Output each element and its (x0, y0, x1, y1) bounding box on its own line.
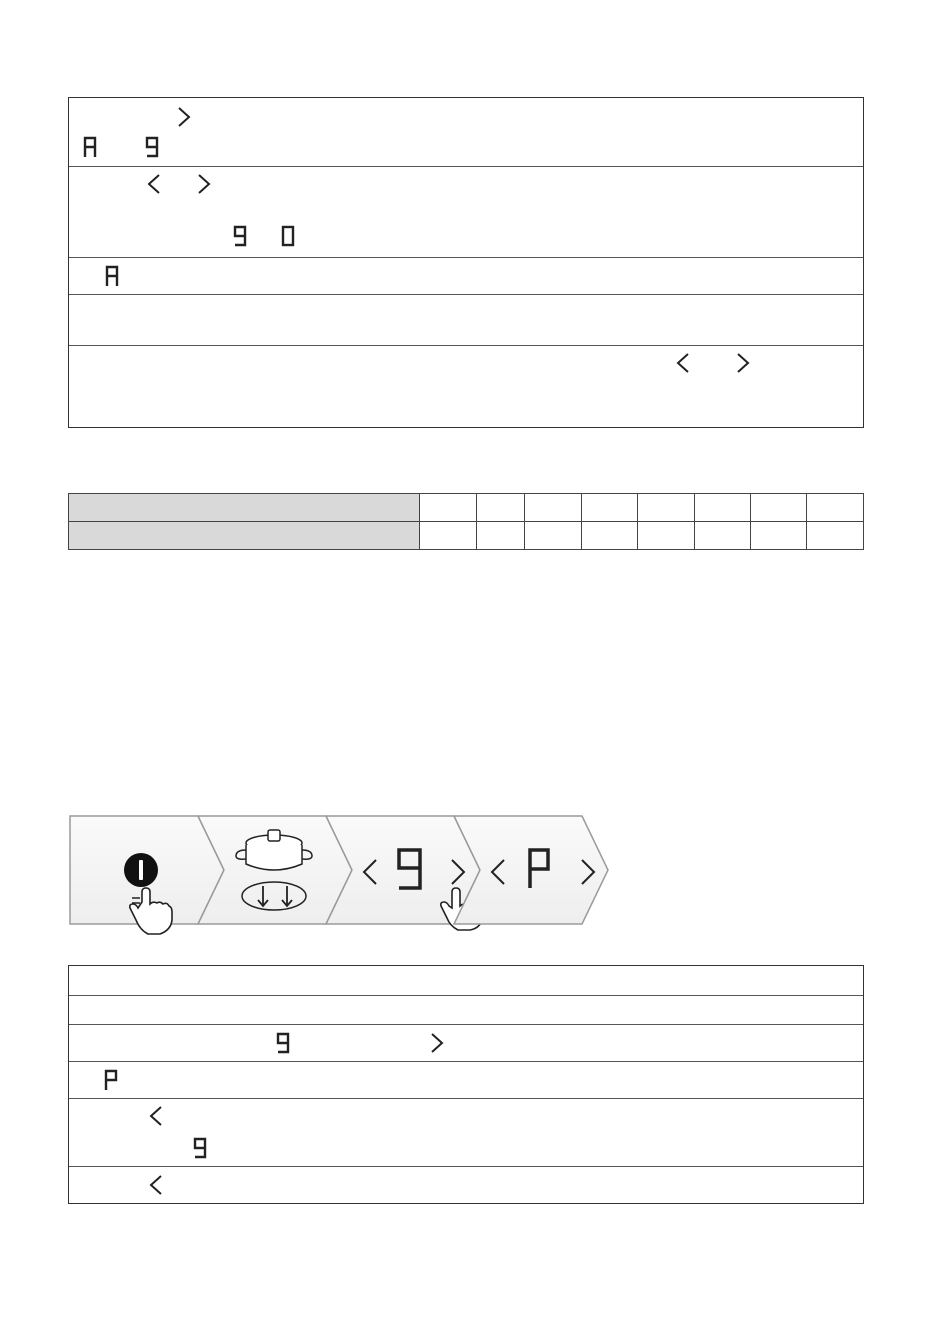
segment-a-icon (83, 136, 97, 158)
table3-row-3 (69, 1024, 863, 1062)
table-row (69, 522, 864, 550)
table-cell (525, 522, 581, 550)
power-button-icon (124, 853, 158, 887)
segment-9-icon (145, 136, 159, 158)
table-cell (638, 494, 694, 522)
table-cell (476, 522, 525, 550)
table-cell (581, 494, 637, 522)
table-row (69, 494, 864, 522)
table3-row-1 (69, 966, 863, 995)
table-cell (420, 522, 476, 550)
segment-0-icon (281, 225, 295, 247)
table3-row-4 (69, 1061, 863, 1099)
table-cell (476, 494, 525, 522)
table1-row-2 (69, 166, 863, 258)
table-cell (807, 522, 864, 550)
table3-row-2 (69, 995, 863, 1025)
chevron-left-icon (149, 1105, 163, 1127)
settings-grid-table (68, 493, 864, 550)
segment-p-icon (104, 1069, 118, 1091)
chevron-left-icon (149, 1174, 163, 1196)
chevron-right-icon (736, 352, 750, 374)
chevron-left-icon (676, 352, 690, 374)
table3-row-6 (69, 1166, 863, 1204)
table1-row-1 (69, 98, 863, 166)
table-cell (638, 522, 694, 550)
segment-9-icon (193, 1137, 207, 1159)
table-cell (581, 522, 637, 550)
table1-row-5 (69, 345, 863, 428)
chevron-left-icon (147, 173, 161, 195)
instructions-table-2 (68, 965, 864, 1204)
instructions-table-1 (68, 97, 864, 428)
segment-9-icon (233, 225, 247, 247)
table-cell (751, 494, 807, 522)
chevron-right-icon (430, 1032, 444, 1054)
table-cell (694, 522, 750, 550)
segment-9-icon (276, 1032, 290, 1054)
row-header-cell (69, 522, 420, 550)
segment-a-icon (105, 265, 119, 287)
table3-row-5 (69, 1098, 863, 1167)
table1-row-3 (69, 257, 863, 295)
table1-row-4 (69, 294, 863, 346)
row-header-cell (69, 494, 420, 522)
table-cell (751, 522, 807, 550)
table-cell (807, 494, 864, 522)
table-cell (420, 494, 476, 522)
chevron-right-icon (197, 173, 211, 195)
table-cell (694, 494, 750, 522)
chevron-right-icon (177, 106, 191, 128)
step-illustration (68, 812, 628, 936)
table-cell (525, 494, 581, 522)
